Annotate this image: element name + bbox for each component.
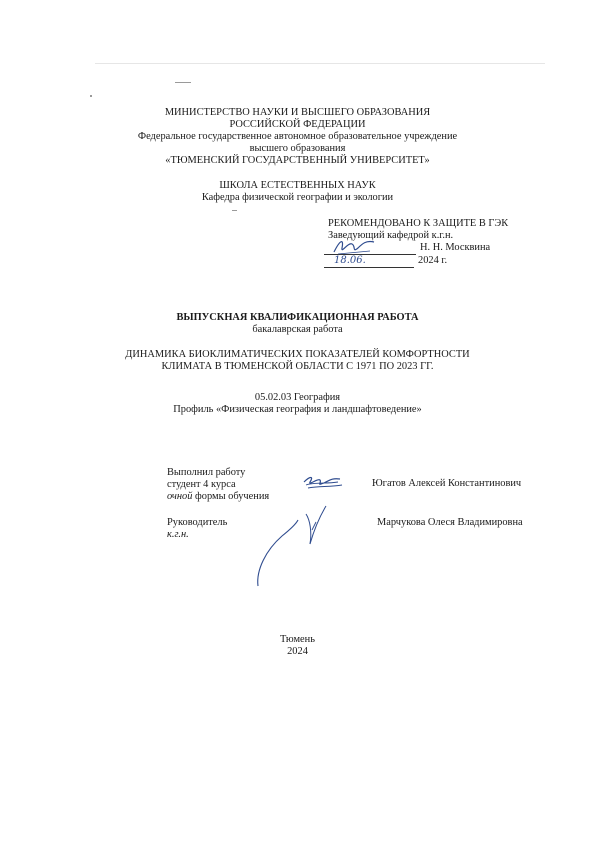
approval-date-line bbox=[324, 267, 414, 268]
approval-title: РЕКОМЕНДОВАНО К ЗАЩИТЕ В ГЭК bbox=[328, 218, 509, 229]
university-name: «ТЮМЕНСКИЙ ГОСУДАРСТВЕННЫЙ УНИВЕРСИТЕТ» bbox=[165, 155, 430, 166]
footer-city: Тюмень bbox=[280, 634, 315, 645]
ministry-line-1: МИНИСТЕРСТВО НАУКИ И ВЫСШЕГО ОБРАЗОВАНИЯ bbox=[164, 107, 431, 118]
author-signature bbox=[300, 470, 350, 492]
supervisor-signature bbox=[252, 500, 332, 590]
study-form-word: очной bbox=[167, 491, 193, 502]
work-subtype: бакалаврская работа bbox=[252, 324, 343, 335]
supervisor-name: Марчукова Олеся Владимировна bbox=[377, 517, 523, 528]
work-title-line-1: ДИНАМИКА БИОКЛИМАТИЧЕСКИХ ПОКАЗАТЕЛЕЙ КОМФОРТНОСТИ bbox=[125, 349, 470, 360]
chair-name: Кафедра физической географии и экологии bbox=[201, 192, 394, 203]
author-name: Югатов Алексей Константинович bbox=[372, 478, 522, 489]
scan-edge-line bbox=[95, 63, 545, 64]
author-label-line-2: студент 4 курса bbox=[167, 479, 236, 490]
supervisor-degree: к.г.н. bbox=[167, 529, 189, 540]
author-label-line-1: Выполнил работу bbox=[167, 467, 246, 478]
supervisor-label: Руководитель bbox=[167, 517, 228, 528]
footer-year: 2024 bbox=[287, 646, 308, 657]
institution-type-line-2: высшего образования bbox=[249, 143, 346, 154]
ministry-line-2: РОССИЙСКОЙ ФЕДЕРАЦИИ bbox=[229, 119, 366, 130]
work-title-line-2: КЛИМАТА В ТЮМЕНСКОЙ ОБЛАСТИ С 1971 ПО 2023 ГГ. bbox=[161, 361, 434, 372]
approval-handwritten-date: 18.06. bbox=[334, 255, 366, 266]
scan-artifact bbox=[232, 210, 237, 211]
work-profile: Профиль «Физическая география и ландшафтоведение» bbox=[173, 404, 422, 415]
approval-head-name: Н. Н. Москвина bbox=[420, 242, 491, 253]
approval-year: 2024 г. bbox=[418, 255, 448, 266]
work-specialty: 05.02.03 География bbox=[254, 392, 341, 403]
scan-artifact bbox=[90, 95, 92, 97]
approval-head-label: Заведующий кафедрой к.г.н. bbox=[328, 230, 454, 241]
institution-type-line-1: Федеральное государственное автономное образовательное учреждение bbox=[137, 131, 458, 142]
scan-artifact bbox=[175, 82, 191, 83]
study-form-rest: формы обучения bbox=[192, 491, 270, 502]
school-name: ШКОЛА ЕСТЕСТВЕННЫХ НАУК bbox=[219, 180, 376, 191]
work-type: ВЫПУСКНАЯ КВАЛИФИКАЦИОННАЯ РАБОТА bbox=[176, 312, 419, 323]
